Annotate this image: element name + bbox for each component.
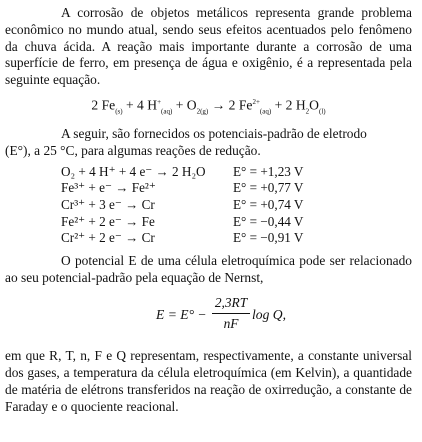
- potential-cell: E° = −0,44 V: [233, 213, 304, 229]
- potentials-intro-line1: A seguir, são fornecidos os potenciais-padrão de eletrodo: [61, 126, 367, 142]
- nernst-lhs: E = E° −: [156, 307, 207, 323]
- nernst-fraction: [212, 294, 250, 333]
- reduction-potentials-table: [61, 164, 303, 247]
- table-row: [61, 214, 303, 231]
- nernst-equation: [5, 292, 412, 340]
- table-row: [61, 164, 303, 181]
- reaction-cell: O₂ + 4 H⁺ + 4 e⁻ → 2 H₂O: [61, 163, 206, 179]
- potential-cell: E° = −0,91 V: [233, 230, 304, 246]
- reaction-cell: Cr²⁺ + 2 e⁻ → Cr: [61, 230, 155, 246]
- table-row: [61, 230, 303, 247]
- nernst-numerator: 2,3RT: [214, 295, 248, 311]
- corrosion-equation: 2 $Fe_{(s)} + 4$ $H^+_{(aq)} + O_{2(g)} \to 2$ $Fe^{2+}_{(aq)} + 2$ $H_2O_{(l)}$: [91, 97, 326, 116]
- table-row: [61, 197, 303, 214]
- reaction-cell: Fe²⁺ + 2 e⁻ → Fe: [61, 213, 155, 229]
- potential-cell: E° = +0,77 V: [233, 180, 304, 196]
- nernst-intro-paragraph: O potencial E de uma célula eletroquímica pode ser relacionado ao seu potencial-padrão pela equação de Nernst,: [5, 252, 412, 285]
- table-row: [61, 180, 303, 197]
- nernst-denominator: nF: [223, 316, 239, 332]
- reaction-cell: Cr³⁺ + 3 e⁻ → Cr: [61, 197, 155, 213]
- potentials-intro-line2: (E°), a 25 °C, para algumas reações de redução.: [5, 143, 261, 159]
- fraction-bar: [212, 313, 250, 314]
- nernst-log-term: log Q,: [252, 307, 286, 323]
- reaction-cell: Fe³⁺ + e⁻ → Fe²⁺: [61, 180, 156, 196]
- potential-cell: E° = +0,74 V: [233, 197, 304, 213]
- intro-paragraph: A corrosão de objetos metálicos representa grande problema econômico no mundo atual, sendo seus efeitos acentuados pelo fenômeno da chuva ácida. A reação mais importante durante a corrosão de uma superfície de ferro, em presença de água e oxigênio, é a representada pela seguinte equação.: [5, 5, 412, 88]
- variables-paragraph: em que R, T, n, F e Q representam, respectivamente, a constante universal dos gases, a temperatura da célula eletroquímica (em Kelvin), a quantidade de matéria de elétrons transferidos na reação de oxirredução, a constante de Faraday e o quociente reacional.: [5, 348, 412, 414]
- document-body: [5, 5, 412, 416]
- potential-cell: E° = +1,23 V: [233, 163, 304, 179]
